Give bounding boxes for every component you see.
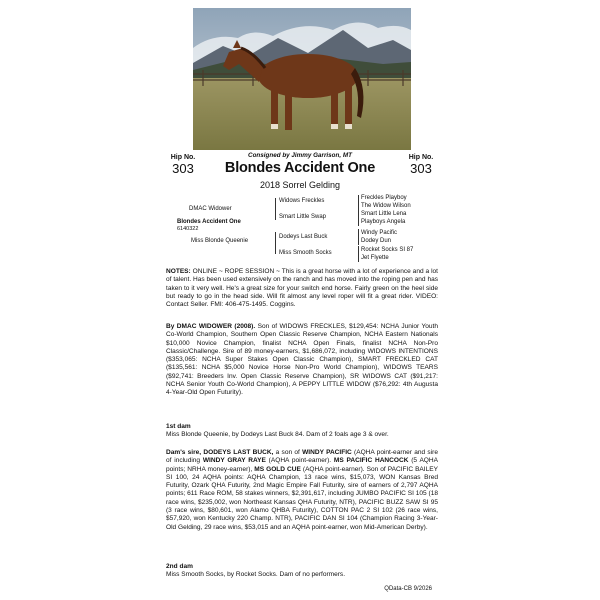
pedigree-reg-no: 6140322 — [177, 226, 199, 232]
dams-sire-text: (AQHA point-earner). — [265, 457, 334, 465]
sire-label: By DMAC WIDOWER (2008). — [166, 323, 256, 330]
second-dam-text: Miss Smooth Socks, by Rocket Socks. Dam of no performers. — [166, 571, 346, 579]
pedigree-bracket — [358, 246, 359, 262]
hip-value: 303 — [172, 161, 194, 176]
horse-name: Blondes Accident One — [224, 160, 376, 176]
pedigree-dss: Windy Pacific — [361, 230, 398, 236]
pedigree-sss: Freckles Playboy — [361, 195, 407, 201]
notes-paragraph — [166, 268, 438, 309]
second-dam-heading: 2nd dam — [166, 563, 193, 570]
hip-label: Hip No. — [170, 154, 196, 161]
pedigree-bracket — [275, 232, 276, 254]
pedigree-sire: DMAC Widower — [189, 206, 232, 212]
dams-sire-windy: WINDY PACIFIC — [302, 449, 352, 456]
pedigree-dam-sire: Dodeys Last Buck — [279, 234, 328, 240]
pedigree-bracket — [358, 229, 359, 245]
dams-sire-text: (AQHA point-earner and sire of including — [166, 449, 438, 465]
horse-description: 2018 Sorrel Gelding — [259, 180, 341, 190]
dams-sire-hancock: MS PACIFIC HANCOCK — [333, 457, 409, 465]
pedigree-bracket — [275, 198, 276, 220]
pedigree-ddd: Jet Flyette — [361, 255, 389, 261]
notes-label: NOTES: — [166, 268, 191, 275]
dams-sire-lead: Dam's sire, DODEYS LAST BUCK, — [166, 449, 274, 456]
consignor-line: Consigned by Jimmy Garrison, MT — [248, 152, 352, 159]
footer-code: QData-CB 9/2026 — [384, 586, 432, 592]
notes-text: ONLINE ~ ROPE SESSION ~ This is a great horse with a lot of experience and a lot of talent. Has been used extensively on the ranch and has moved into the roping pen and has taken to it very well. He's a great size for your switch end horse. Fairly green on the heel side but ready to go in the head side. Will fit almost any level roper will fit a great rider. VIDEO: Contact Seller. FMI: 406-475-1495. Coggins. — [166, 268, 438, 309]
dams-sire-paragraph — [166, 449, 438, 532]
pedigree-dsd: Dodey Dun — [361, 238, 392, 244]
dams-sire-text: (5 AQHA points; NRHA money-earner), — [166, 457, 438, 473]
pedigree-sds: Smart Little Lena — [361, 211, 407, 217]
first-dam-heading: 1st dam — [166, 423, 191, 430]
pedigree-sdd: Playboys Angela — [361, 219, 406, 225]
pedigree-sire-sire: Widows Freckles — [279, 198, 325, 204]
pedigree-dam-dam: Miss Smooth Socks — [279, 250, 332, 256]
second-dam-section — [166, 563, 438, 580]
first-dam-text: Miss Blonde Queenie, by Dodeys Last Buck 84. Dam of 2 foals age 3 & over. — [166, 431, 389, 439]
dams-sire-goldcue: MS GOLD CUE — [254, 465, 301, 473]
sire-paragraph — [166, 323, 438, 398]
pedigree-sire-dam: Smart Little Swap — [279, 214, 327, 220]
pedigree-dam: Miss Blonde Queenie — [191, 238, 249, 244]
dams-sire-text: a son of — [273, 449, 303, 456]
pedigree-ssd: The Widow Wilson — [361, 203, 411, 209]
hip-label: Hip No. — [408, 154, 434, 161]
pedigree-subject: Blondes Accident One — [177, 219, 241, 225]
pedigree-dds: Rocket Socks SI 87 — [361, 247, 414, 253]
dams-sire-text: (AQHA point-earner). Son of PACIFIC BAILEY SI 100, 24 AQHA points: AQHA Champion, 13 race wins, $15,073, WON Kansas Bred Futurity, Ozark QHA Futurity, 2nd Magic Empire Fall Futurity, sire of earners of 2,797 AQHA points; 611 Race ROM, 58 stakes winners, $2,391,617, including JUMBO PACIFIC SI 105 (18 race wins, $235,002, won Northeast Kansas QHA Futurity, NTR), PACIFIC BUZZ SAW SI 95 (3 race wins, $80,601, won Alamo QHBA Futurity), COTTON PAC 2 SI 102 (26 race wins, $57,920, won Kentucky 220 Champ. NTR), PACIFIC DAN SI 104 (Champion Racing 3-Year-Old Gelding, 29 race wins, $53,015 and an AQHA point-earner, won Mid-American Derby). — [166, 465, 438, 531]
dams-sire-gray: WINDY GRAY RAYE — [202, 457, 266, 465]
pedigree-bracket — [358, 210, 359, 226]
first-dam-section — [166, 423, 438, 440]
pedigree-bracket — [358, 195, 359, 211]
sire-text: Son of WIDOWS FRECKLES, $129,454: NCHA Junior Youth Co-World Champion, Southern Open Classic Reserve Champion, NCHA Eastern Nationals $10,000 Novice Champion, finalist NCHA Open Finals, finalist NCHA Non-Pro Classic/Challenge. Sire of 89 money-earners, $1,686,072, including WIDOWS INTENTIONS ($353,065: NCHA Super Stakes Open Classic Champion), SMART FRECKLED CAT ($135,561: NCHA $5,000 Novice Horse Non-Pro World Champion), WIDOWS TEARS ($92,741: Breeders Inv. Open Classic Reserve Champion), SR WIDOWS CAT ($91,217: NCHA Senior Youth Co-World Champion), A PEPPY LITTLE WIDOW ($76,292: 4th Augusta 4-Year-Old Open Futurity). — [166, 323, 438, 397]
hip-value: 303 — [410, 161, 432, 176]
horse-photo — [193, 8, 411, 150]
